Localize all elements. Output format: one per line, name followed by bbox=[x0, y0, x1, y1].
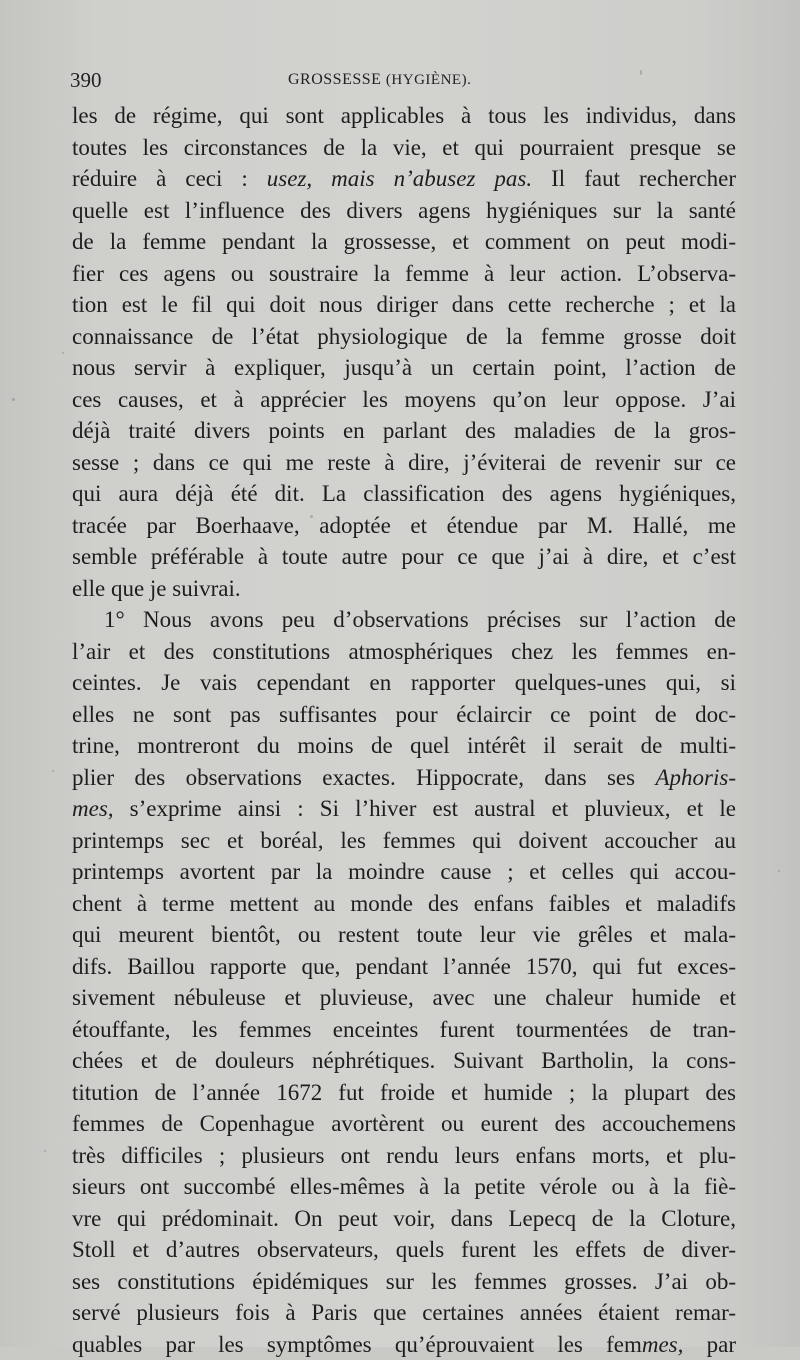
italic-phrase: Aphoris- bbox=[656, 765, 737, 790]
text-line: tracée par Boerhaave, adoptée et étendue par M. Hallé, me bbox=[72, 510, 736, 542]
paper-speck bbox=[640, 70, 642, 75]
italic-phrase: mes, bbox=[642, 1332, 684, 1357]
text-line: connaissance de l’état physiologique de la femme grosse doit bbox=[72, 321, 736, 353]
text-line: quelle est l’influence des divers agens hygiéniques sur la santé bbox=[72, 195, 736, 227]
text-line: plier des observations exactes. Hippocrate, dans ses Aphoris- bbox=[72, 762, 736, 794]
running-head-sub: (HYGIÈNE). bbox=[386, 72, 471, 88]
text-line: ces causes, et à apprécier les moyens qu’on leur oppose. J’ai bbox=[72, 384, 736, 416]
text-line: qui meurent bientôt, ou restent toute leur vie grêles et mala- bbox=[72, 919, 736, 951]
text-line: elle que je suivrai. bbox=[72, 573, 736, 605]
text-line: vre qui prédominait. On peut voir, dans Lepecq de la Cloture, bbox=[72, 1203, 736, 1235]
text-line: réduire à ceci : usez, mais n’abusez pas. Il faut rechercher bbox=[72, 163, 736, 195]
text-line: très difficiles ; plusieurs ont rendu leurs enfans morts, et plu- bbox=[72, 1140, 736, 1172]
paper-speck bbox=[310, 515, 313, 518]
text-line: toutes les circonstances de la vie, et qui pourraient presque se bbox=[72, 132, 736, 164]
paper-speck bbox=[62, 352, 64, 354]
text-line: chées et de douleurs néphrétiques. Suivant Bartholin, la cons- bbox=[72, 1045, 736, 1077]
text-line: ses constitutions épidémiques sur les femmes grosses. J’ai ob- bbox=[72, 1266, 736, 1298]
text-line: tion est le fil qui doit nous diriger dans cette recherche ; et la bbox=[72, 289, 736, 321]
body-text bbox=[72, 100, 736, 1360]
text-line: l’air et des constitutions atmosphériques chez les femmes en- bbox=[72, 636, 736, 668]
text-line: quables par les symptômes qu’éprouvaient les femmes, par bbox=[72, 1329, 736, 1360]
text-line: difs. Baillou rapporte que, pendant l’année 1570, qui fut exces- bbox=[72, 951, 736, 983]
text-line: les de régime, qui sont applicables à tous les individus, dans bbox=[72, 100, 736, 132]
text-line: printemps avortent par la moindre cause ; et celles qui accou- bbox=[72, 856, 736, 888]
paper-speck bbox=[778, 870, 780, 872]
text-line: sieurs ont succombé elles-mêmes à la petite vérole ou à la fiè- bbox=[72, 1171, 736, 1203]
text-line: servé plusieurs fois à Paris que certaines années étaient remar- bbox=[72, 1297, 736, 1329]
text-line: étouffante, les femmes enceintes furent tourmentées de tran- bbox=[72, 1014, 736, 1046]
text-line: semble préférable à toute autre pour ce que j’ai à dire, et c’est bbox=[72, 541, 736, 573]
text-line: titution de l’année 1672 fut froide et humide ; la plupart des bbox=[72, 1077, 736, 1109]
page-header bbox=[70, 68, 730, 96]
running-head-main: GROSSESSE bbox=[288, 71, 381, 88]
text-line: Stoll et d’autres observateurs, quels furent les effets de diver- bbox=[72, 1234, 736, 1266]
text-line: chent à terme mettent au monde des enfans faibles et maladifs bbox=[72, 888, 736, 920]
text-line: printemps sec et boréal, les femmes qui doivent accoucher au bbox=[72, 825, 736, 857]
text-line: trine, montreront du moins de quel intérêt il serait de multi- bbox=[72, 730, 736, 762]
text-line: ceintes. Je vais cependant en rapporter quelques-unes qui, si bbox=[72, 667, 736, 699]
text-line: 1° Nous avons peu d’observations précises sur l’action de bbox=[72, 604, 736, 636]
text-line: qui aura déjà été dit. La classification des agens hygiéniques, bbox=[72, 478, 736, 510]
text-line: mes, s’exprime ainsi : Si l’hiver est austral et pluvieux, et le bbox=[72, 793, 736, 825]
text-line: sivement nébuleuse et pluvieuse, avec une chaleur humide et bbox=[72, 982, 736, 1014]
italic-phrase: mes, bbox=[72, 796, 114, 821]
text-line: elles ne sont pas suffisantes pour éclaircir ce point de doc- bbox=[72, 699, 736, 731]
text-line: sesse ; dans ce qui me reste à dire, j’éviterai de revenir sur ce bbox=[72, 447, 736, 479]
paper-speck bbox=[12, 398, 15, 401]
text-line: femmes de Copenhague avortèrent ou eurent des accouchemens bbox=[72, 1108, 736, 1140]
paper-speck bbox=[44, 1150, 46, 1152]
text-line: nous servir à expliquer, jusqu’à un certain point, l’action de bbox=[72, 352, 736, 384]
italic-phrase: usez, mais n’abusez pas. bbox=[267, 166, 532, 191]
text-line: de la femme pendant la grossesse, et comment on peut modi- bbox=[72, 226, 736, 258]
text-line: fier ces agens ou soustraire la femme à leur action. L’observa- bbox=[72, 258, 736, 290]
page-number: 390 bbox=[70, 68, 102, 93]
running-head bbox=[288, 71, 471, 89]
paper-speck bbox=[52, 770, 54, 772]
text-line: déjà traité divers points en parlant des maladies de la gros- bbox=[72, 415, 736, 447]
